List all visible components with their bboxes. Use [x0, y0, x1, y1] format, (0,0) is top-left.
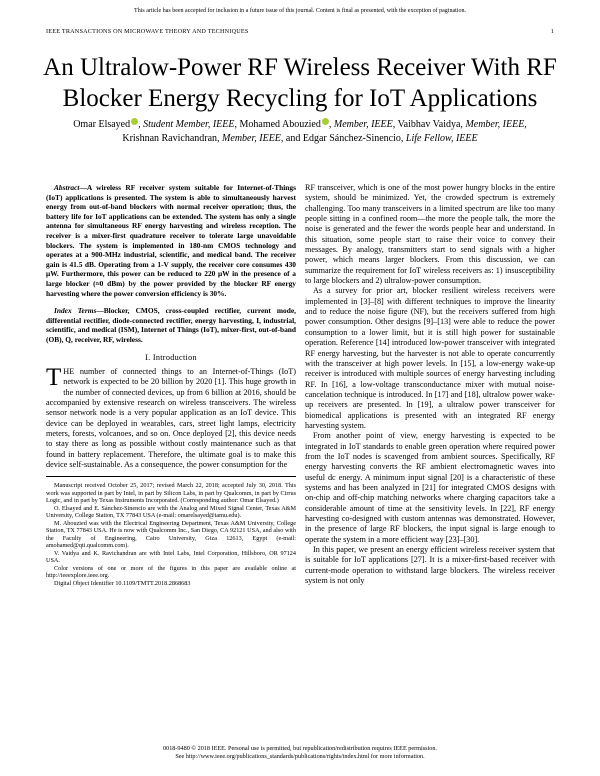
- acceptance-banner: This article has been accepted for inclusion in a future issue of this journal. Content is final as presented, with the exception of pagination.: [134, 8, 466, 14]
- section-heading: I. Introduction: [145, 352, 197, 362]
- footnote: Manuscript received October 25, 2017; revised March 22, 2018; accepted July 30, 2018. This work was supported in part by Intel, in part by Silicon Labs, in part by Qualcomm, in part by Cirrus Logic, and in part by Texas Instruments Incorporated. (Corresponding author: Omar Elsayed.): [46, 482, 296, 505]
- authors-line-2: [40, 132, 560, 146]
- footnotes: [46, 476, 296, 587]
- author-membership: , Student Member, IEEE: [138, 119, 235, 130]
- body-paragraph: From another point of view, energy harvesting is expected to be integrated in IoT standards to enable green operation where required power from the IoT nodes is scavenged from ambient sources. Specifically, RF energy harvesting converts the RF ambient electromagnetic waves into useful dc energy. A minimum input signal [20] is a characteristic of these systems and has been analyzed in [21] for integrated CMOS designs with on-chip and off-chip matching networks where charging capacitors take a considerable amount of time at the sensitivity levels. In [22], RF energy harvesting co-designed with custom antennas was demonstrated. However, in the presence of large RF blockers, the input signal is large enough to operate the system in a more efficient way [23]–[30].: [305, 431, 555, 544]
- title-line-2: Blocker Energy Recycling for IoT Applications: [62, 85, 538, 112]
- footnote: Digital Object Identifier 10.1109/TMTT.2018.2868683: [54, 579, 191, 587]
- index-terms: [46, 306, 296, 344]
- author-name: Krishnan Ravichandran,: [122, 133, 220, 144]
- paper-title: [30, 52, 570, 114]
- abstract: [46, 183, 296, 298]
- right-column: [305, 183, 555, 586]
- author-membership: Life Fellow, IEEE: [403, 133, 478, 144]
- drop-cap: T: [46, 363, 62, 391]
- body-paragraph: In this paper, we present an energy efficient wireless receiver system that is suitable for IoT applications [27]. It is a mixer-first-based receiver with current-mode operation to withstand large blockers. The wireless receiver system is not only: [305, 545, 555, 586]
- body-paragraph: RF transceiver, which is one of the most power hungry blocks in the entire system, should be minimized. Yet, the crowded spectrum is extremely challenging. Too many transceivers in a limited spectrum are like too many people sitting in a confined room—the more the people talk, the more the noise is generated and the fewer the words people hear and understand. In this situation, some people start to raise their voice to convey their messages. By analogy, transmitters start to send signals with a higher power, which means larger blockers. From this discussion, we can summarize the requirement for IoT wireless receivers as: 1) insusceptibility to large blockers and 2) ultralow-power consumption.: [305, 183, 555, 286]
- intro-paragraph: [46, 363, 296, 470]
- footnote: Color versions of one or more of the figures in this paper are available online at http://ieeexplore.ieee.org.: [46, 564, 296, 580]
- author-membership: Member, IEEE,: [462, 119, 527, 130]
- author-membership: , Member, IEEE: [328, 119, 393, 130]
- title-line-1: An Ultralow-Power RF Wireless Receiver With RF: [43, 54, 557, 81]
- authors-line-1: [40, 118, 560, 132]
- left-column: [46, 183, 296, 587]
- author-name: and Edgar Sánchez-Sinencio,: [283, 133, 404, 144]
- abstract-label: Abstract—: [54, 183, 87, 192]
- copyright-notice: [0, 745, 600, 761]
- page-number: 1: [550, 28, 554, 35]
- footnote: V. Vaidya and K. Ravichandran are with Intel Labs, Intel Corporation, Hillsboro, OR 97124 USA.: [46, 549, 296, 565]
- author-name: , Mohamed Abouzied: [234, 119, 321, 130]
- index-terms-text: Blocker, CMOS, cross-coupled rectifier, current mode, differential rectifier, diode-connected rectifier, energy harvesting, I, industrial, scientific, and medical (ISM), Internet of Things (IoT), mixer-first, out-of-band (OB), Q, receiver, RF, wireless.: [46, 306, 296, 344]
- body-paragraph: As a survey for prior art, blocker resilient wireless receivers were implemented in [3]–[8] with different techniques to improve the linearity and to reduce the noise figure (NF), but the receivers suffered from high power consumption. Other designs [9]–[13] were able to reduce the power consumption to a lower limit, but it is still high power for sustainable operation. Reference [14] introduced low-power transceiver with integrated RF energy harvesting, but the harvester is not able to operate concurrently with the transceiver at high power levels. In [15], a low-energy wake-up receiver is introduced with multiple sources of energy harvesting including RF. In [16], a low-voltage transconductance mixer with mutual noise-cancelation technique is introduced. In [17] and [18], ultralow power wake-up receivers are presented. In [19], a ultralow power transceiver for biomedical applications is presented with an integrated RF energy harvesting system.: [305, 286, 555, 430]
- author-name: , Vaibhav Vaidya,: [392, 119, 463, 130]
- copyright-line: 0018-9480 © 2018 IEEE. Personal use is permitted, but republication/redistribution requires IEEE permission.: [163, 745, 437, 752]
- rights-link[interactable]: See http://www.ieee.org/publications_standards/publications/rights/index.html for more information.: [175, 753, 425, 760]
- orcid-icon[interactable]: [322, 118, 329, 125]
- author-name: Omar Elsayed: [73, 119, 131, 130]
- journal-name: IEEE TRANSACTIONS ON MICROWAVE THEORY AND TECHNIQUES: [46, 28, 249, 35]
- author-list: [40, 118, 560, 146]
- index-terms-label: Index Terms—: [54, 306, 104, 316]
- footnote: M. Abouzied was with the Electrical Engineering Department, Texas A&M University, College Station, TX 77843 USA. He is now with Qualcomm Inc., San Diego, CA 92121 USA, and also with the Faculty of Engineering, Cairo University, Giza 12613, Egypt (e-mail: amohamed@qti.qualcomm.com).: [46, 519, 296, 550]
- abstract-text: A wireless RF receiver system suitable for Internet-of-Things (IoT) applications is presented. The system is able to simultaneously harvest energy from out-of-band blockers with normal receiver operation; thus, the battery life for IoT applications can be extended. The system has only a single antenna for simultaneous RF energy harvesting and wireless reception. The receiver is a mixer-first quadrature receiver to tolerate large unavoidable blockers. The system is implemented in 180-nm CMOS technology and operates at a 900-MHz industrial, scientific, and medical band. The receiver gain is 41.5 dB. Operating from a 1-V supply, the receiver core consumes 430 μW. Furthermore, this power can be reduced to 220 μW in the presence of a large blocker (≈0 dBm) by the power provided by the blocker RF energy harvesting where the power conversion efficiency is 30%.: [46, 183, 296, 298]
- intro-lead-word: HE: [63, 366, 75, 376]
- footnote: O. Elsayed and E. Sánchez-Sinencio are with the Analog and Mixed Signal Center, Texas A&M University, College Station, TX 77843 USA (e-mail: omarelsayed@tamu.edu).: [46, 504, 296, 520]
- intro-text: number of connected things to an Internet-of-Things (IoT) network is expected to be 20 billion by 2020 [1]. This huge growth in the number of connected devices, up from 6 billion at 2016, should be accompanied by extensive research on wireless transceivers. The wireless sensor network node is a very popular application as an IoT device. This device can be deployed in wearables, cars, street light lamps, electricity meters, forests, volcanoes, and so on. Once deployed [2], this device needs to stay there as long as possible without costly maintenance such as that found in battery replacement. Therefore, the ultimate goal is to make this device self-sustainable. As a consequence, the power consumption for the: [46, 366, 296, 469]
- running-head: [46, 28, 554, 35]
- author-membership: Member, IEEE,: [219, 133, 284, 144]
